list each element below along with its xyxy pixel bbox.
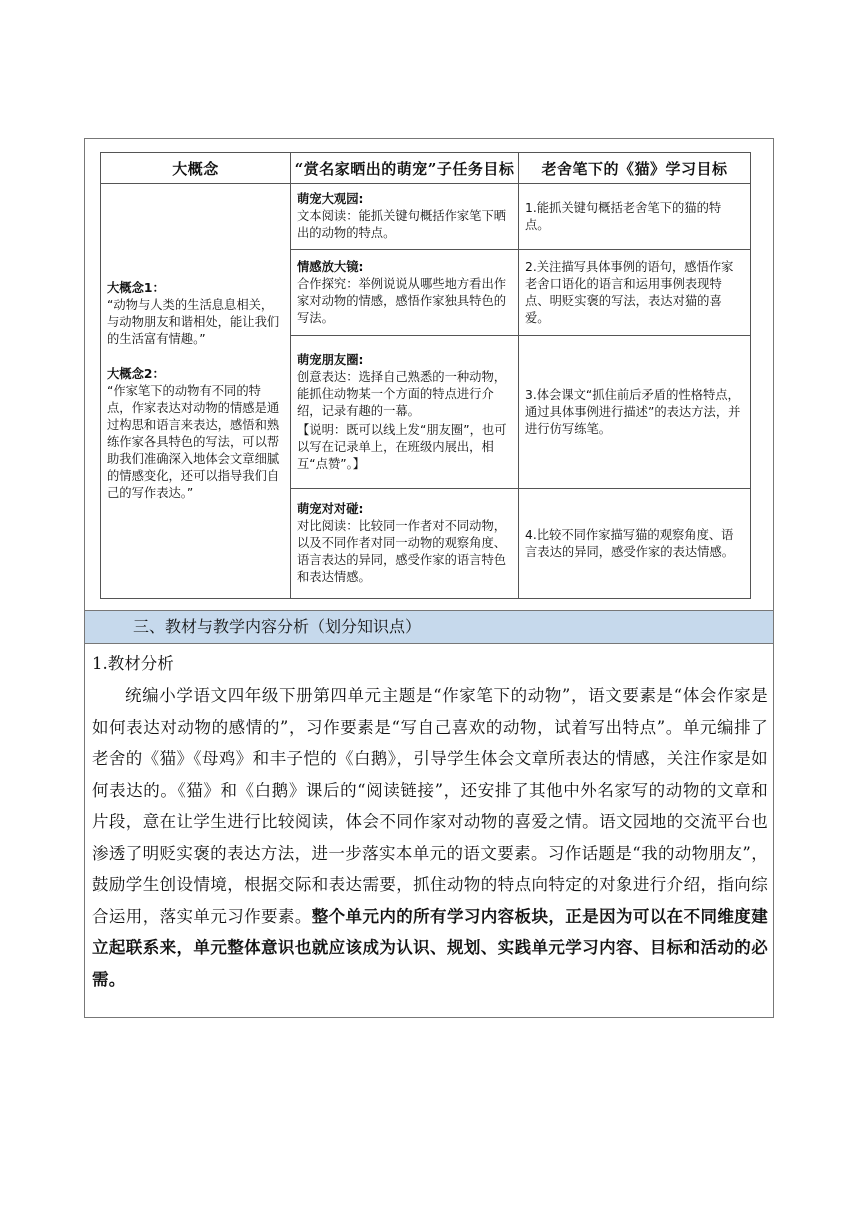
header-big-concept: 大概念 [101,153,291,184]
subtask-text: 创意表达：选择自己熟悉的一种动物，能抓住动物某一个方面的特点进行介绍，记录有趣的一幕。 [297,369,507,418]
analysis-paragraph-bold: 整个单元内的所有学习内容板块，正是因为可以在不同维度建立起联系来，单元整体意识也就应该成为认识、规划、实践单元学习内容、目标和活动的必需。 [92,906,768,989]
objectives-table [100,152,751,599]
concept-2-text: “作家笔下的动物有不同的特点，作家表达对动物的情感是通过构思和语言来表达，感悟和熟练作家各具特色的写法，可以帮助我们准确深入地体会文章细腻的情感变化，还可以指导我们自己的写作表达。” [107,384,280,500]
analysis-paragraph-text: 统编小学语文四年级下册第四单元主题是“作家笔下的动物”，语文要素是“体会作家是如何表达对动物的感情的”，习作要素是“写自己喜欢的动物，试着写出特点”。单元编排了老舍的《猫》《母鸡》和丰子恺的《白鹅》，引导学生体会文章所表达的情感，关注作家是如何表达的。《猫》和《白鹅》课后的“阅读链接”，还安排了其他中外名家写的动物的文章和片段，意在让学生进行比较阅读，体会不同作家对动物的喜爱之情。语文园地的交流平台也渗透了明贬实褒的表达方法，进一步落实本单元的语文要素。习作话题是“我的动物朋友”，鼓励学生创设情境，根据交际和表达需要，抓住动物的特点向特定的对象进行介绍，指向综合运用，落实单元习作要素。 [92,686,768,926]
subtask-text: 对比阅读：比较同一作者对不同动物，以及不同作者对同一动物的观察角度、语言表达的异同，感受作家的语言特色和表达情感。 [297,519,507,584]
goal-cell: 2.关注描写具体事例的语句，感悟作家老舍口语化的语言和运用事例表现特点、明贬实褒的写法，表达对猫的喜爱。 [519,250,751,336]
subtask-cell [291,184,519,250]
subtask-title: 萌宠朋友圈: [297,352,364,367]
header-learning-goals: 老舍笔下的《猫》学习目标 [519,153,751,184]
header-subtask-goals: “赏名家晒出的萌宠”子任务目标 [291,153,519,184]
concept-2 [107,366,284,502]
subtask-text: 合作探究：举例说说从哪些地方看出作家对动物的情感，感悟作家独具特色的写法。 [297,276,507,325]
textbook-analysis [92,652,768,995]
subtask-title: 萌宠大观园: [297,192,364,206]
concept-1-text: “动物与人类的生活息息相关，与动物朋友和谐相处，能让我们的生活富有情趣。” [107,298,280,346]
concept-1 [107,280,284,348]
subtask-text: 文本阅读：能抓关键句概括作家笔下晒出的动物的特点。 [297,209,507,240]
goal-cell: 1.能抓关键句概括老舍笔下的猫的特点。 [519,184,751,250]
table-header-row [101,153,751,184]
table-row [101,184,751,250]
subtask-cell [291,336,519,489]
goal-cell: 3.体会课文“抓住前后矛盾的性格特点，通过具体事例进行描述”的表达方法，并进行仿写练笔。 [519,336,751,489]
big-concept-cell [101,184,291,599]
section-heading: 三、教材与教学内容分析（划分知识点） [85,610,773,644]
concept-1-title: 大概念1： [107,281,165,295]
subtask-title: 萌宠对对碰: [297,502,364,516]
subtask-cell [291,250,519,336]
concept-2-title: 大概念2： [107,367,165,381]
subtask-note: 【说明：既可以线上发“朋友圈”，也可以写在记录单上，在班级内展出，相互“点赞”。】 [297,422,507,471]
subtask-title: 情感放大镜: [297,259,364,274]
analysis-subheading: 1.教材分析 [92,654,174,673]
subtask-cell [291,489,519,599]
goal-cell: 4.比较不同作家描写猫的观察角度、语言表达的异同，感受作家的表达情感。 [519,489,751,599]
analysis-paragraph [92,680,768,995]
